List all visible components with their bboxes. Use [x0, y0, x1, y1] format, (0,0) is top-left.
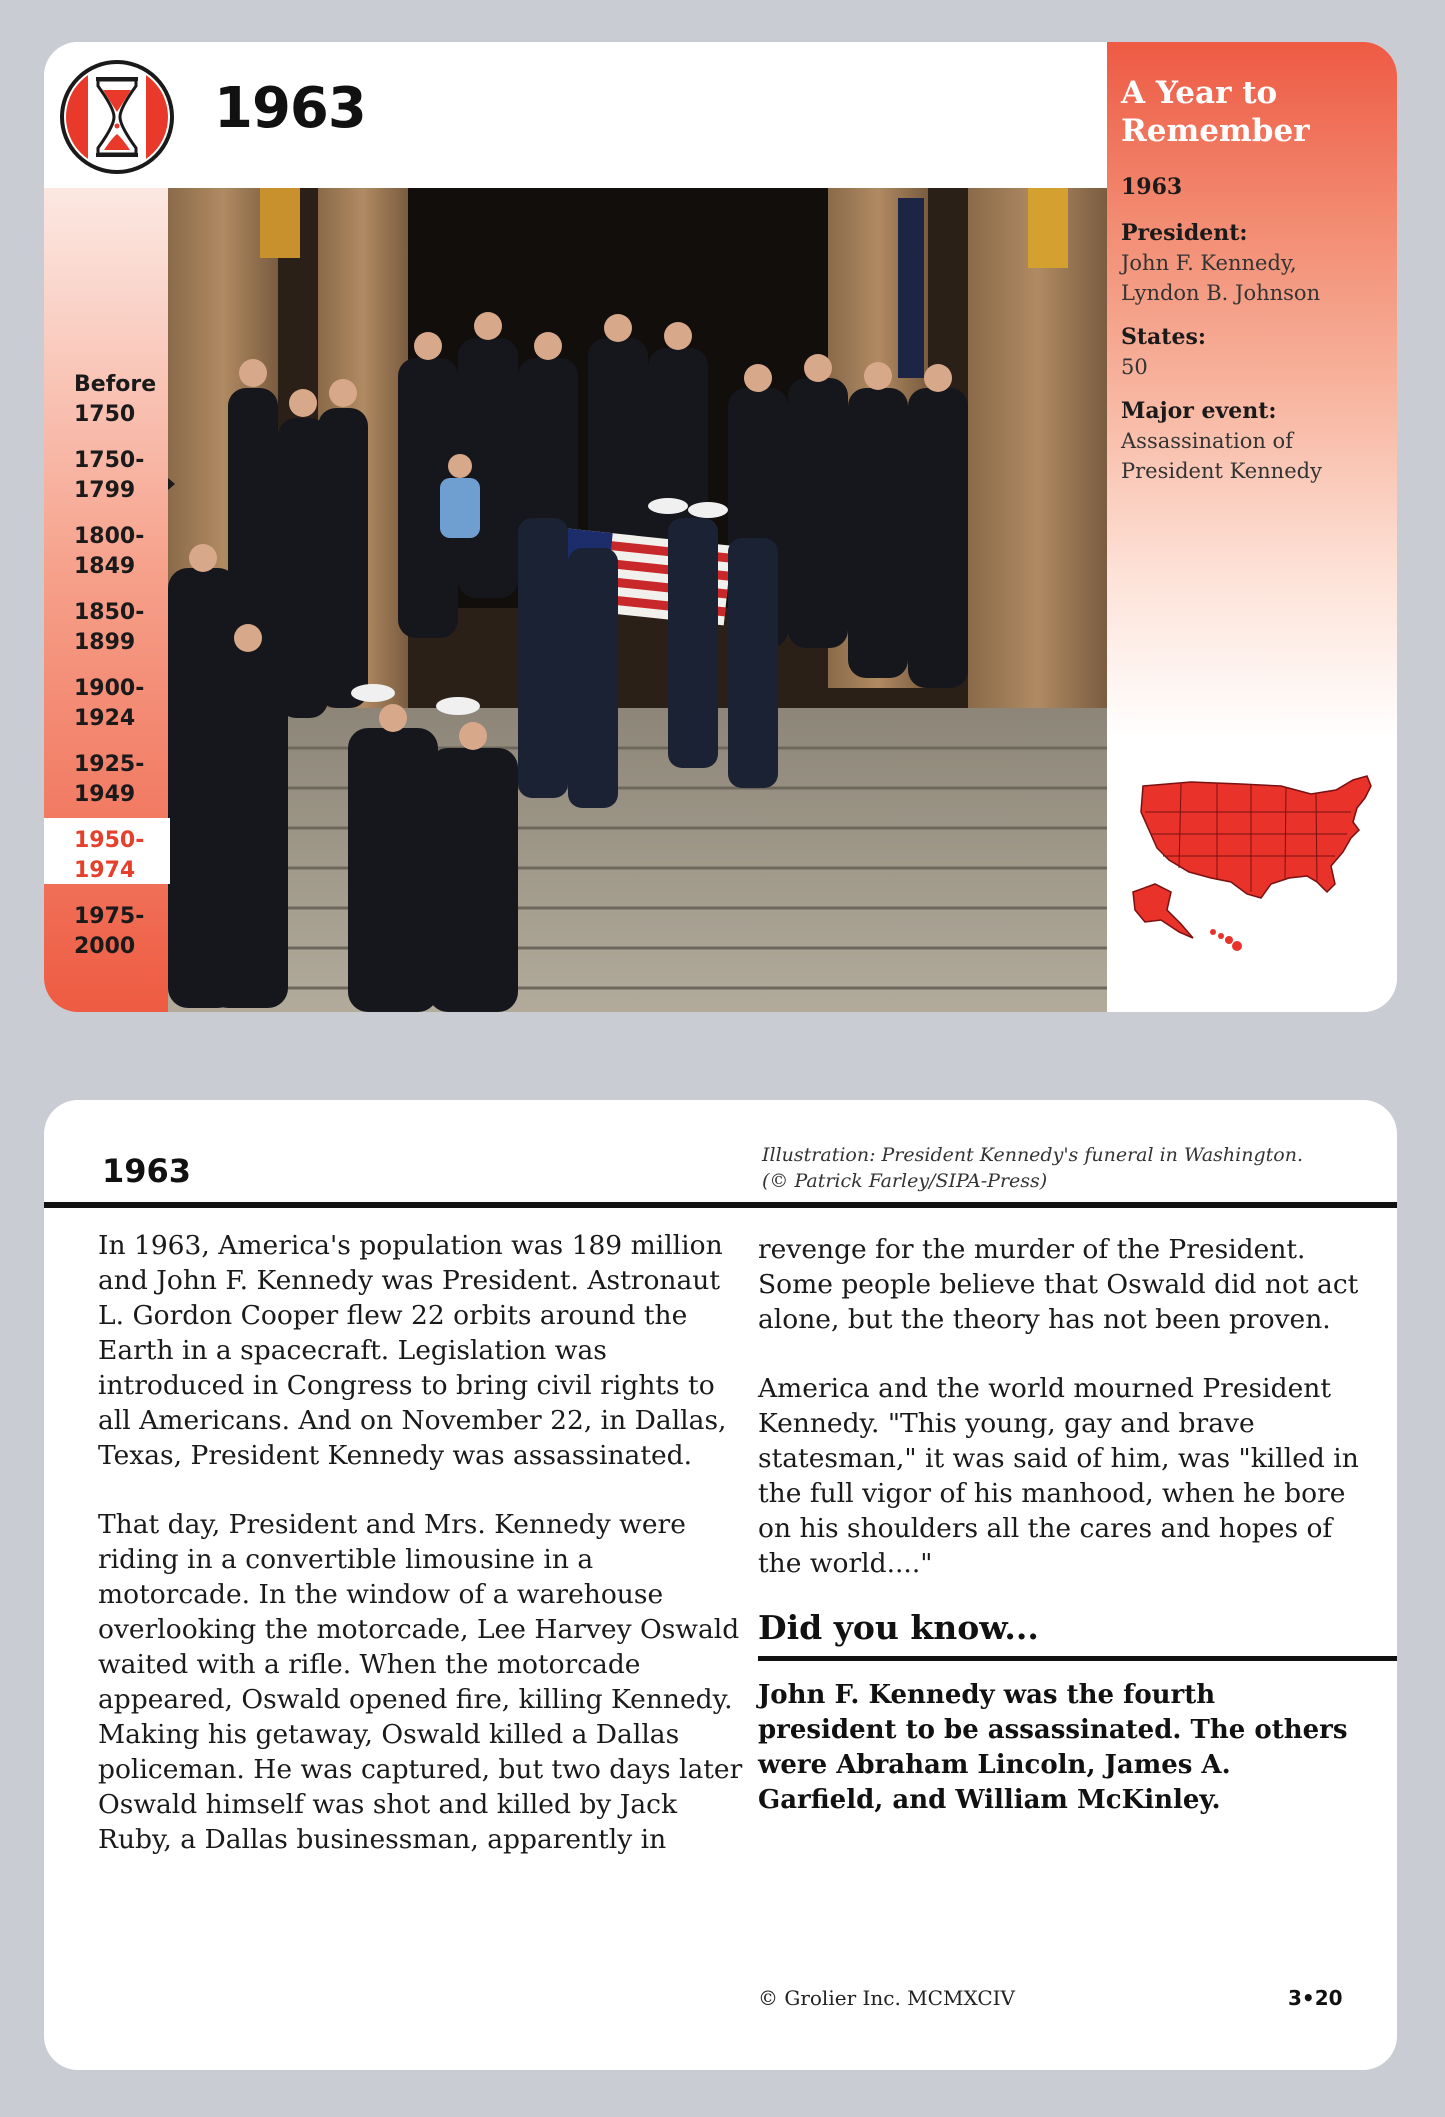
timeline-label: 1850- — [74, 600, 145, 625]
event-value-2: President Kennedy — [1121, 459, 1322, 483]
timeline-label: 1974 — [74, 858, 136, 883]
article-paragraph: In 1963, America's population was 189 million and John F. Kennedy was President. Astronaut L. Gordon Cooper flew 22 orbits around the Earth in a spacecraft. Legislation was introduced in Congress to bring civil rights to all Americans. And on November 22, in Dallas, Texas, President Kennedy was assassinated. — [98, 1230, 727, 1471]
timeline-label: 1949 — [74, 782, 136, 807]
funeral-photo — [168, 188, 1107, 1012]
caption-line-2: (© Patrick Farley/SIPA-Press) — [762, 1170, 1048, 1192]
copyright-notice: © Grolier Inc. MCMXCIV — [758, 1986, 1015, 2010]
did-you-know-rule — [758, 1656, 1397, 1661]
timeline-label: 2000 — [74, 934, 136, 959]
photo-caption — [762, 1142, 1382, 1194]
era-timeline — [44, 362, 170, 970]
timeline-label: 1900- — [74, 676, 145, 701]
timeline-label: 1899 — [74, 630, 136, 655]
timeline-label: 1924 — [74, 706, 136, 731]
timeline-label: 1750- — [74, 448, 145, 473]
states-value: 50 — [1121, 355, 1148, 379]
timeline-item-before-1750[interactable] — [44, 362, 170, 428]
timeline-label: 1925- — [74, 752, 145, 777]
timeline-label: 1849 — [74, 554, 136, 579]
timeline-label: 1750 — [74, 402, 136, 427]
president-label: President: — [1121, 220, 1248, 246]
sidebar-title: A Year to Remember — [1121, 75, 1310, 149]
timeline-item-1900-1924[interactable] — [44, 666, 170, 732]
timeline-label: 1799 — [74, 478, 136, 503]
front-year-title: 1963 — [214, 76, 366, 141]
fact-year: 1963 — [1121, 174, 1183, 200]
did-you-know-text: John F. Kennedy was the fourth president to be assassinated. The others were Abraham Lincoln, James A. Garfield, and William McKinley. — [758, 1680, 1348, 1815]
caption-line-1: Illustration: President Kennedy's funeral in Washington. — [762, 1144, 1303, 1166]
president-value-2: Lyndon B. Johnson — [1121, 281, 1321, 305]
timeline-item-1975-2000[interactable] — [44, 894, 170, 960]
did-you-know-title: Did you know... — [758, 1608, 1039, 1647]
timeline-item-1950-1974[interactable] — [44, 818, 170, 884]
timeline-label: 1975- — [74, 904, 145, 929]
event-value-1: Assassination of — [1121, 429, 1293, 453]
president-value-1: John F. Kennedy, — [1121, 251, 1297, 275]
article-paragraph: revenge for the murder of the President. Some people believe that Oswald did not act alone, but the theory has not been proven. — [758, 1234, 1359, 1335]
timeline-item-1750-1799[interactable] — [44, 438, 170, 504]
timeline-label: 1950- — [74, 828, 145, 853]
article-column-right — [758, 1232, 1383, 1615]
article-paragraph: That day, President and Mrs. Kennedy were riding in a convertible limousine in a motorcade. In the window of a warehouse overlooking the motorcade, Lee Harvey Oswald waited with a rifle. When the motorcade appeared, Oswald opened fire, killing Kennedy. Making his getaway, Oswald killed a Dallas policeman. He was captured, but two days later Oswald himself was shot and killed by Jack Ruby, a Dallas businessman, apparently in — [98, 1509, 743, 1855]
timeline-item-1925-1949[interactable] — [44, 742, 170, 808]
event-value — [1121, 426, 1391, 486]
card-front — [44, 42, 1397, 1012]
timeline-item-1850-1899[interactable] — [44, 590, 170, 656]
header-rule — [44, 1202, 1397, 1208]
hourglass-icon — [58, 58, 176, 176]
fact-list — [1121, 174, 1391, 500]
president-value — [1121, 248, 1391, 308]
card-back — [44, 1100, 1397, 2070]
front-header — [44, 42, 1107, 188]
back-year-title: 1963 — [102, 1152, 192, 1190]
article-column-left — [98, 1228, 743, 1891]
fact-sidebar — [1107, 42, 1397, 1012]
timeline-pointer-icon — [168, 478, 175, 490]
event-label: Major event: — [1121, 398, 1277, 424]
timeline-label: Before — [74, 372, 157, 397]
card-number: 3•20 — [1288, 1986, 1343, 2010]
timeline-label: 1800- — [74, 524, 145, 549]
article-paragraph: America and the world mourned President Kennedy. "This young, gay and brave statesman," it was said of him, was "killed in the full vigor of his manhood, when he bore on his shoulders all the cares and hopes of the world...." — [758, 1373, 1359, 1579]
usa-map-icon — [1121, 772, 1391, 962]
timeline-item-1800-1849[interactable] — [44, 514, 170, 580]
states-label: States: — [1121, 324, 1206, 350]
